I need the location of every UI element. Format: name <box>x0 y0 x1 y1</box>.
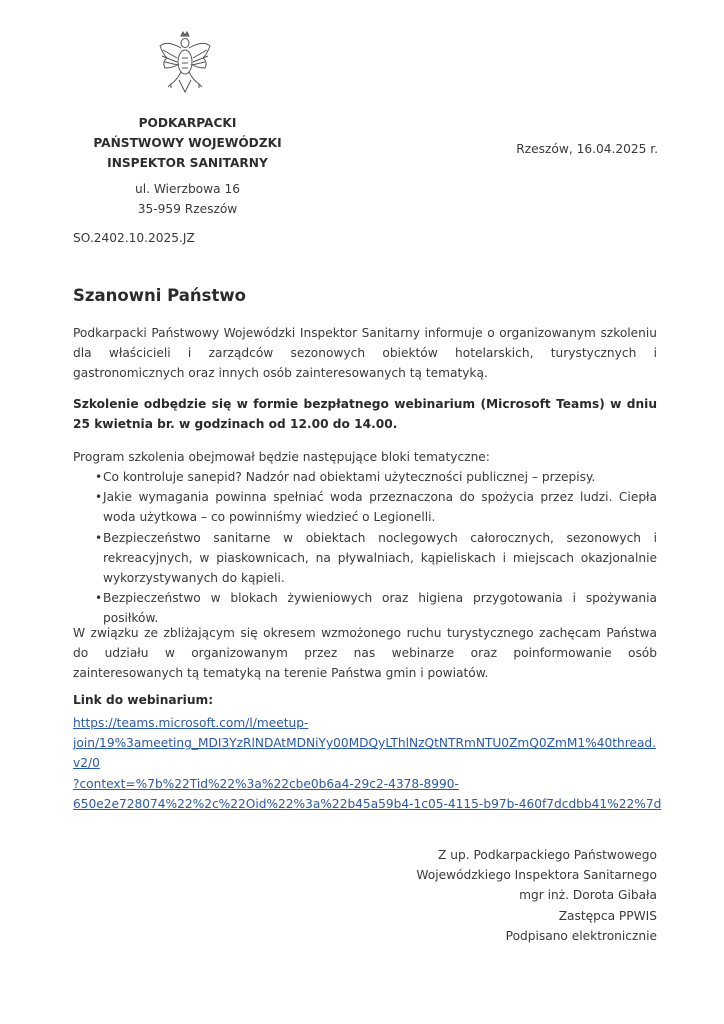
program-intro: Program szkolenia obejmował będzie następujące bloki tematyczne: <box>73 450 490 464</box>
issuer-line: PAŃSTWOWY WOJEWÓDZKI <box>93 136 282 150</box>
signature-line: Wojewódzkiego Inspektora Sanitarnego <box>416 868 657 883</box>
signature-line: Z up. Podkarpackiego Państwowego <box>438 848 657 862</box>
address-city: 35-959 Rzeszów <box>137 202 238 216</box>
issuer-name <box>80 113 295 173</box>
list-item-text: Bezpieczeństwo sanitarne w obiektach noclegowych całorocznych, sezonowych i rekreacyjnych, w piaskownicach, na pływalniach, kąpieliskach i miejscach okazjonalnie wykorzystywanych do kąpieli. <box>103 530 657 586</box>
issuer-line: PODKARPACKI <box>138 116 237 130</box>
list-item-text: Bezpieczeństwo w blokach żywieniowych oraz higiena przygotowania i spożywania posiłków. <box>103 591 657 626</box>
signatory-title: Zastępca PPWIS <box>558 908 657 923</box>
webinar-link-line[interactable]: ?context=%7b%22Tid%22%3a%22cbe0b6a4-29c2-4378-8990- <box>73 776 459 791</box>
webinar-date-paragraph: Szkolenie odbędzie się w formie bezpłatnego webinarium (Microsoft Teams) w dniu 25 kwietnia br. w godzinach od 12.00 do 14.00. <box>73 397 657 432</box>
list-item <box>73 467 657 487</box>
list-item-text: Co kontroluje sanepid? Nadzór nad obiektami użyteczności publicznej – przepisy. <box>103 470 596 484</box>
webinar-link-line[interactable]: join/19%3ameeting_MDI3YzRlNDAtMDNiYy00MDQyLThlNzQtNTRmNTU0ZmQ0ZmM1%40thread.v2/0 <box>73 736 657 771</box>
webinar-link-line[interactable]: 650e2e728074%22%2c%22Oid%22%3a%22b45a59b4-1c05-4115-b97b-460f7dcdbb41%22%7d <box>73 796 662 811</box>
reference-number: SO.2402.10.2025.JZ <box>73 231 195 245</box>
bullet-icon: • <box>95 490 103 505</box>
salutation: Szanowni Państwo <box>73 286 246 305</box>
closing-paragraph: W związku ze zbliżającym się okresem wzmożonego ruchu turystycznego zachęcam Państwa do udziału w organizowanym przez nas webinarze oraz poinformowanie osób zainteresowanych tą tematyką na terenie Państwa gmin i powiatów. <box>73 626 657 681</box>
webinar-link-line[interactable]: https://teams.microsoft.com/l/meetup- <box>73 716 309 730</box>
bullet-icon: • <box>95 470 103 484</box>
place-date: Rzeszów, 16.04.2025 r. <box>516 142 658 156</box>
bullet-icon: • <box>95 530 103 545</box>
list-item-text: Jakie wymagania powinna spełniać woda przeznaczona do spożycia przez ludzi. Ciepła woda użytkowa – co powinniśmy wiedzieć o Legionelli. <box>103 490 657 525</box>
list-item <box>73 487 657 527</box>
bullet-icon: • <box>95 591 103 606</box>
signature-block <box>416 845 657 946</box>
signature-status: Podpisano elektronicznie <box>505 928 657 943</box>
link-heading: Link do webinarium: <box>73 693 214 707</box>
signatory-name: mgr inż. Dorota Gibała <box>519 888 657 903</box>
webinar-link[interactable] <box>73 713 663 814</box>
list-item <box>73 528 657 589</box>
address-street: ul. Wierzbowa 16 <box>135 182 240 196</box>
issuer-line: INSPEKTOR SANITARNY <box>107 156 268 170</box>
issuer-address <box>80 179 295 219</box>
program-list <box>73 467 657 629</box>
intro-paragraph: Podkarpacki Państwowy Wojewódzki Inspektor Sanitarny informuje o organizowanym szkoleniu dla właścicieli i zarządców sezonowych obiektów hotelarskich, turystycznych i gastronomicznych oraz innych osób zainteresowanych tą tematyką. <box>73 326 657 381</box>
polish-eagle-emblem-icon <box>157 30 213 96</box>
